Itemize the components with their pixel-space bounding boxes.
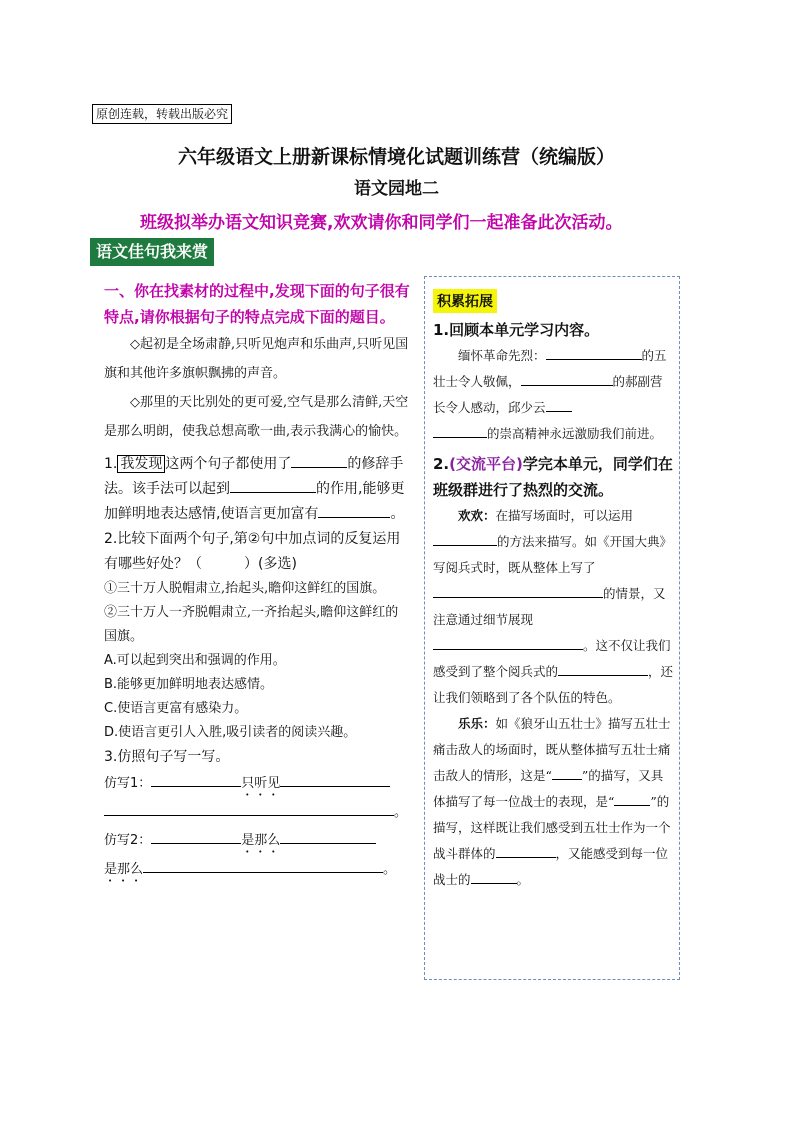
imitation-1 <box>104 770 410 799</box>
fx1-period: 。 <box>394 805 408 820</box>
huanhuan-text <box>433 503 675 711</box>
q2-num: 2. <box>433 455 450 473</box>
review-blank-4[interactable] <box>433 423 487 438</box>
fx1-blank-2[interactable] <box>280 772 390 787</box>
imitation-1-line2 <box>104 799 410 827</box>
fx2-blank-3[interactable] <box>143 858 383 873</box>
huanhuan-name: 欢欢： <box>458 508 496 523</box>
page-subtitle: 语文园地二 <box>354 179 439 199</box>
sentence-2: ②三十万人一齐脱帽肃立,一齐抬起头,瞻仰这鲜红的国旗。 <box>104 605 399 644</box>
ll-a: 如《狼牙山五壮士》描写五壮士痛击敌人的场面时，既从整体描写五壮士痛击敌人的情形，这是“ <box>433 716 671 783</box>
hh-blank-2[interactable] <box>433 583 603 598</box>
review-d: 的崇高精神永远激励我们前进。 <box>487 426 663 441</box>
q1-prefix: 1. <box>104 456 118 472</box>
intro-text: 班级拟举办语文知识竞赛,欢欢请你和同学们一起准备此次活动。 <box>140 213 623 233</box>
imitation-2 <box>104 827 410 856</box>
option-b[interactable]: B.能够更加鲜明地表达感情。 <box>104 677 274 692</box>
hh-b: 的方法来描写。如《开国大典》写阅兵式时，既从整体上写了 <box>433 534 673 575</box>
fx2-label: 仿写2： <box>104 833 152 848</box>
q2-tag: (交流平台) <box>449 455 523 473</box>
option-c[interactable]: C.使语言更富有感染力。 <box>104 701 248 716</box>
option-d[interactable]: D.使语言更引人入胜,吸引读者的阅读兴趣。 <box>104 725 357 740</box>
fx1-mid: 只听见 <box>241 776 281 791</box>
hh-blank-4[interactable] <box>558 661 648 676</box>
question-2: 2.比较下面两个句子,第②句中加点词的反复运用有哪些好处？（ ）(多选) <box>104 531 401 572</box>
fx1-blank-1[interactable] <box>151 772 241 787</box>
fx2-line2-word: 是那么 <box>104 862 144 877</box>
ll-blank-2[interactable] <box>614 791 650 806</box>
ll-blank-4[interactable] <box>471 869 517 884</box>
review-a: 缅怀革命先烈： <box>458 348 546 363</box>
q1-text-a: 这两个句子都使用了 <box>165 456 292 472</box>
accumulation-panel <box>424 276 680 980</box>
ll-d: ，又能感受到每一位战士的 <box>433 846 669 887</box>
ll-blank-1[interactable] <box>552 765 582 780</box>
question-3: 3.仿照句子写一写。 <box>104 749 230 765</box>
hh-e: ，还让我们领略到了各个队伍的特色。 <box>433 664 674 705</box>
fx2-blank-2[interactable] <box>280 829 376 844</box>
lele-name: 乐乐： <box>458 716 496 731</box>
fx2-period: 。 <box>383 862 397 877</box>
review-c: 的郝副营长令人感动，邱少云 <box>433 374 663 415</box>
q1-text-c: 的作用,能够更加鲜明地表达感情,使语言更加富有 <box>104 481 405 522</box>
hh-blank-3[interactable] <box>433 635 583 650</box>
q1-blank-1[interactable] <box>291 453 347 468</box>
sentence-1: ①三十万人脱帽肃立,抬起头,瞻仰这鲜红的国旗。 <box>104 581 386 596</box>
option-a[interactable]: A.可以起到突出和强调的作用。 <box>104 653 286 668</box>
q1-blank-2[interactable] <box>230 478 316 493</box>
review-blank-1[interactable] <box>546 345 642 360</box>
imitation-2-line2 <box>104 856 410 885</box>
q2-text: 学完本单元，同学们在班级群进行了热烈的交流。 <box>433 455 673 499</box>
review-blank-3[interactable] <box>546 397 572 412</box>
fx1-blank-3[interactable] <box>104 801 394 816</box>
q1-boxed-word: 我发现 <box>117 455 165 473</box>
panel-question-1: 1.回顾本单元学习内容。 <box>433 321 600 339</box>
hh-blank-1[interactable] <box>433 531 497 546</box>
section-banner: 语文佳句我来赏 <box>90 238 214 266</box>
q1-blank-3[interactable] <box>318 503 390 518</box>
hh-c: 的情景，又注意通过细节展现 <box>433 586 666 627</box>
fx1-label: 仿写1： <box>104 776 152 791</box>
lele-text <box>433 711 675 893</box>
left-column <box>104 278 410 885</box>
review-text <box>433 343 675 447</box>
review-blank-2[interactable] <box>521 371 613 386</box>
q1-end: 。 <box>390 506 405 522</box>
page-title: 六年级语文上册新课标情境化试题训练营（统编版） <box>177 146 615 168</box>
fx2-blank-1[interactable] <box>151 829 241 844</box>
ll-c: ”的描写，这样既让我们感受到五壮士作为一个战斗群体的 <box>433 794 671 861</box>
fx2-mid: 是那么 <box>241 833 281 848</box>
copyright-tag: 原创连载，转载出版必究 <box>92 104 232 124</box>
quote-1: ◇起初是全场肃静,只听见炮声和乐曲声,只听见国旗和其他许多旗帜飘拂的声音。 <box>104 337 409 381</box>
quote-2: ◇那里的天比别处的更可爱,空气是那么清鲜,天空是那么明朗，使我总想高歌一曲,表示我满心的愉快。 <box>104 395 409 439</box>
part1-heading: 一、你在找素材的过程中,发现下面的句子很有特点,请你根据句子的特点完成下面的题目。 <box>104 282 410 326</box>
ll-blank-3[interactable] <box>496 843 556 858</box>
hh-a: 在描写场面时，可以运用 <box>495 508 634 523</box>
panel-heading: 积累拓展 <box>433 289 497 313</box>
question-1 <box>104 452 410 527</box>
panel-question-2 <box>433 451 675 503</box>
ll-end: 。 <box>516 872 530 887</box>
ll-b: ”的描写，又具体描写了每一位战士的表现，是“ <box>433 768 664 809</box>
hh-d: 。这不仅让我们感受到了整个阅兵式的 <box>433 638 671 679</box>
review-b: 的五壮士令人敬佩， <box>433 348 667 389</box>
q1-text-b: 的修辞手法。该手法可以起到 <box>104 456 404 497</box>
